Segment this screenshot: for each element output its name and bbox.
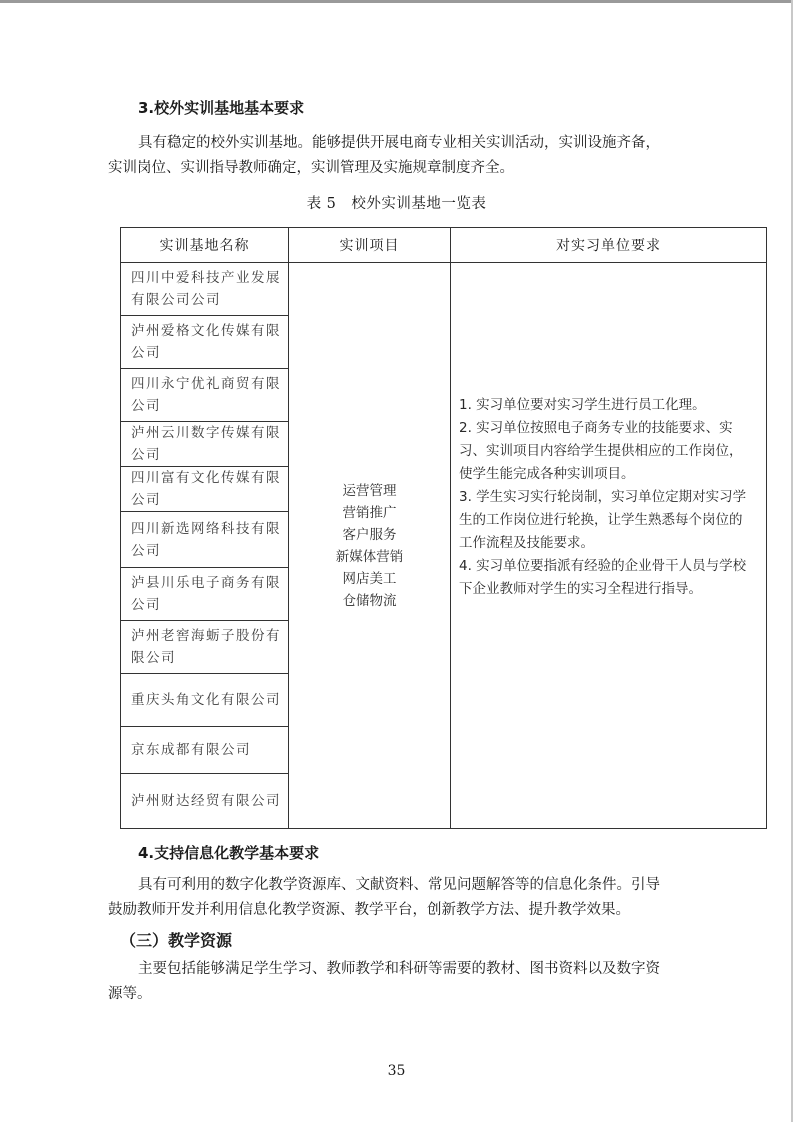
project-item: 客户服务 <box>342 526 397 543</box>
scan-edge-top <box>0 0 793 3</box>
header-base-name: 实训基地名称 <box>121 228 289 263</box>
training-base-table <box>120 227 767 829</box>
section-3-line-1: 具有稳定的校外实训基地。能够提供开展电商专业相关实训活动，实训设施齐备， <box>138 135 660 151</box>
unit-name: 四川永宁优礼商贸有限公司 <box>121 369 289 422</box>
unit-name: 四川富有文化传媒有限公司 <box>121 467 289 512</box>
project-item: 运营管理 <box>342 482 397 499</box>
page-number: 35 <box>387 1063 406 1079</box>
header-requirements: 对实习单位要求 <box>451 228 767 263</box>
unit-name: 京东成都有限公司 <box>121 727 289 774</box>
project-item: 营销推广 <box>342 504 397 521</box>
requirement-item: 4. 实习单位要指派有经验的企业骨干人员与学校下企业教师对学生的实习全程进行指导。 <box>459 558 747 597</box>
requirement-item: 1. 实习单位要对实习学生进行员工化理。 <box>459 397 706 413</box>
unit-name: 重庆头角文化有限公司 <box>121 674 289 727</box>
section-three-line-2: 源等。 <box>108 986 152 1002</box>
unit-name: 泸州云川数字传媒有限公司 <box>121 422 289 467</box>
unit-name: 四川中爱科技产业发展有限公司公司 <box>121 263 289 316</box>
unit-name: 泸州爱格文化传媒有限公司 <box>121 316 289 369</box>
project-list <box>289 263 451 829</box>
section-3-line-2: 实训岗位、实训指导教师确定，实训管理及实施规章制度齐全。 <box>108 160 514 176</box>
table-row <box>121 263 767 316</box>
section-4-line-1: 具有可利用的数字化教学资源库、文献资料、常见问题解答等的信息化条件。引导 <box>138 877 660 893</box>
project-item: 网店美工 <box>342 570 397 587</box>
section-3-heading: 3.校外实训基地基本要求 <box>138 99 305 117</box>
requirements-list <box>451 263 767 829</box>
project-item: 新媒体营销 <box>335 548 404 565</box>
requirement-item: 3. 学生实习实行轮岗制，实习单位定期对实习学生的工作岗位进行轮换，让学生熟悉每个岗位的工作流程及技能要求。 <box>459 489 747 551</box>
requirement-item: 2. 实习单位按照电子商务专业的技能要求、实习、实训项目内容给学生提供相应的工作岗位，使学生能完成各种实训项目。 <box>459 420 743 482</box>
project-item: 仓储物流 <box>342 592 397 609</box>
table-caption: 表 5 校外实训基地一览表 <box>306 196 487 212</box>
header-project: 实训项目 <box>289 228 451 263</box>
section-three-line-1: 主要包括能够满足学生学习、教师教学和科研等需要的教材、图书资料以及数字资 <box>138 961 660 977</box>
unit-name: 泸州财达经贸有限公司 <box>121 774 289 829</box>
section-4-heading: 4.支持信息化教学基本要求 <box>138 844 320 862</box>
section-three-heading: （三）教学资源 <box>120 931 233 950</box>
unit-name: 泸州老窖海蛎子股份有限公司 <box>121 621 289 674</box>
table-header-row <box>121 228 767 263</box>
unit-name: 四川新选网络科技有限公司 <box>121 512 289 568</box>
unit-name: 泸县川乐电子商务有限公司 <box>121 568 289 621</box>
section-4-line-2: 鼓励教师开发并利用信息化教学资源、教学平台，创新教学方法、提升教学效果。 <box>108 902 630 918</box>
